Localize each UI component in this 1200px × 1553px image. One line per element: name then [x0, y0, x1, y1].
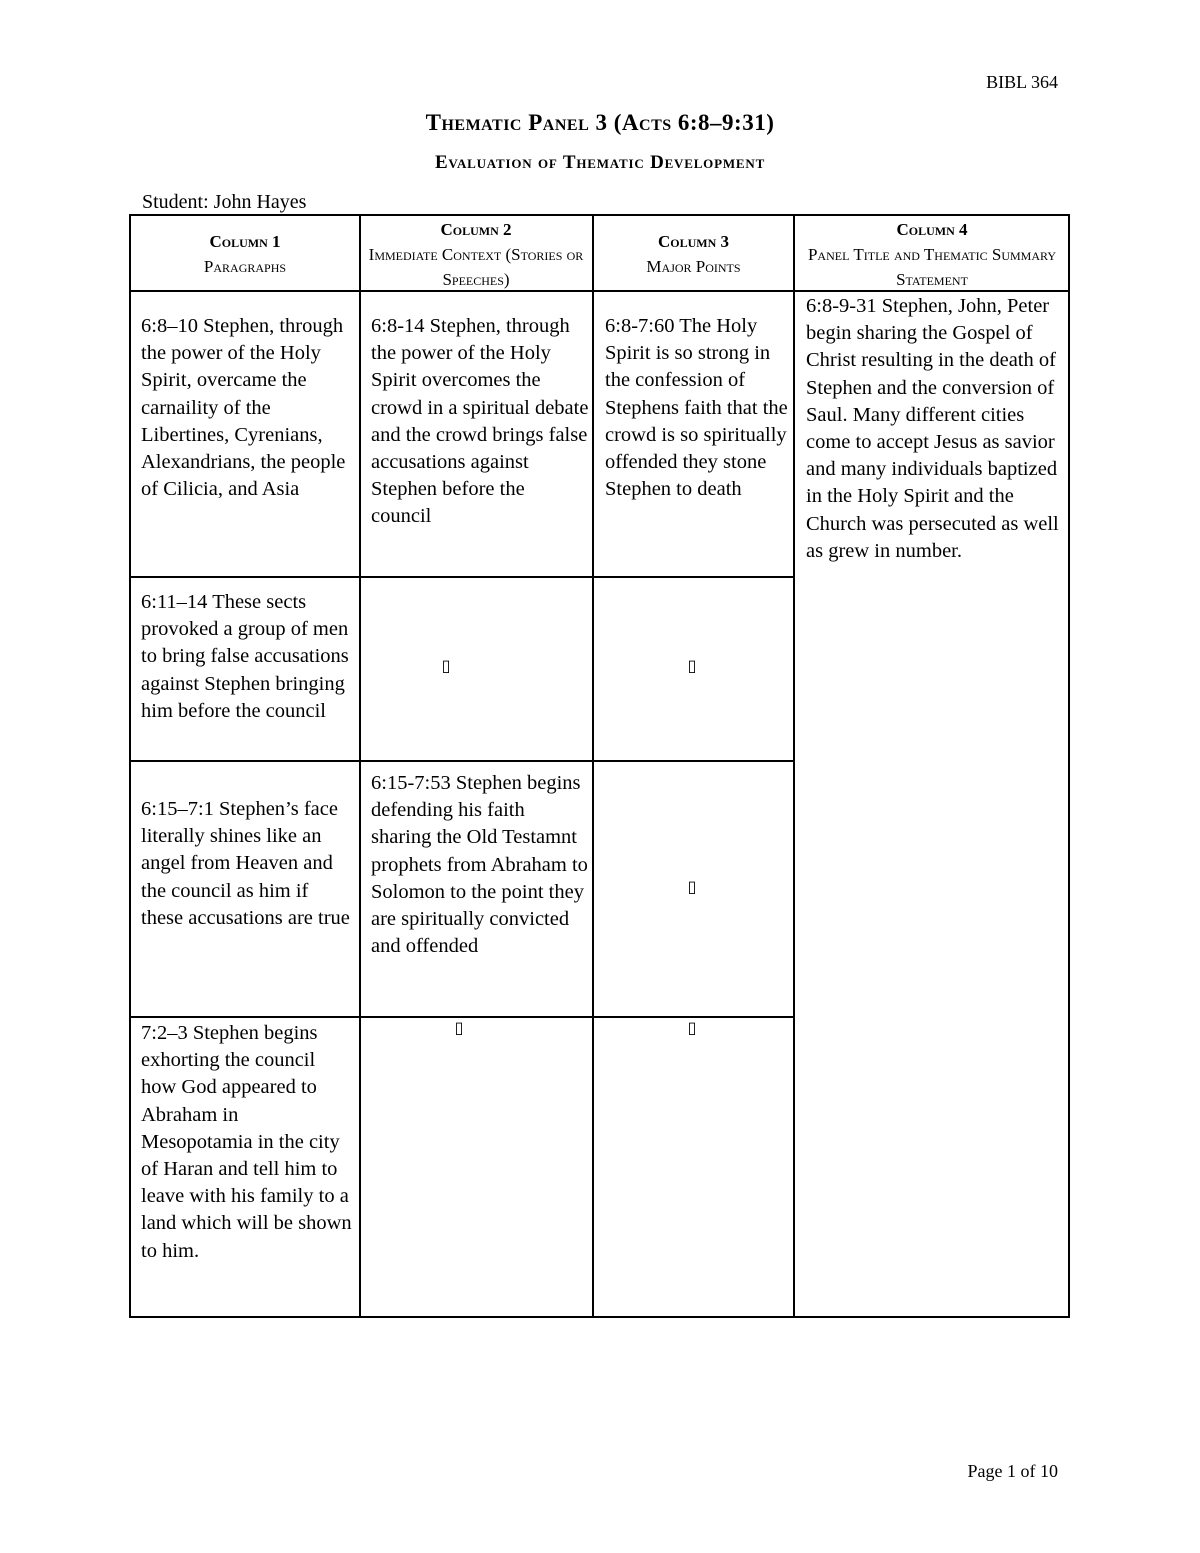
- column-4-title: Column 4: [896, 220, 968, 239]
- table-rule: [359, 214, 361, 1318]
- course-code: BIBL 364: [986, 72, 1058, 92]
- column-3-subtitle: Major Points: [646, 257, 741, 276]
- paragraph-cell: 6:8–10 Stephen, through the power of the Holy Spirit, overcame the carnaility of the Libertines, Cyrenians, Alexandrians, the people of Cilicia, and Asia: [141, 315, 346, 501]
- context-cell: 6:8-14 Stephen, through the power of the Holy Spirit overcomes the crowd in a spiritual debate and the crowd brings false accusations against Stephen before the council: [371, 315, 589, 528]
- table-rule: [592, 214, 594, 1318]
- table-rule: [129, 760, 795, 762]
- paragraph-cell: 7:2–3 Stephen begins exhorting the council how God appeared to Abraham in Mesopotamia in the city of Haran and tell him to leave with his family to a land which will be shown to him.: [141, 1022, 352, 1262]
- column-2-subtitle: Immediate Context (Stories or Speeches): [368, 245, 584, 289]
- table-rule: [129, 576, 795, 578]
- column-1-title: Column 1: [209, 232, 281, 251]
- context-cell: 6:15-7:53 Stephen begins defending his faith sharing the Old Testamnt prophets from Abraham to Solomon to the point they are spiritually convicted and offended: [371, 772, 588, 958]
- placeholder-icon: ▯: [687, 656, 697, 675]
- column-2-title: Column 2: [440, 220, 512, 239]
- page-subtitle: Evaluation of Thematic Development: [434, 152, 766, 173]
- column-3-header: [594, 229, 793, 279]
- column-4-header: [801, 217, 1063, 292]
- page-title: Thematic Panel 3 (Acts 6:8–9:31): [425, 110, 775, 135]
- placeholder-icon: ▯: [687, 877, 697, 896]
- paragraph-cell: 6:15–7:1 Stephen’s face literally shines like an angel from Heaven and the council as him if these accusations are true: [141, 798, 350, 929]
- table-rule: [793, 214, 795, 1318]
- column-4-subtitle: Panel Title and Thematic Summary Statement: [807, 245, 1057, 289]
- column-1-header: [131, 229, 359, 279]
- student-name: Student: John Hayes: [142, 191, 307, 213]
- summary-cell: 6:8-9-31 Stephen, John, Peter begin sharing the Gospel of Christ resulting in the death of Stephen and the conversion of Saul. Many different cities come to accept Jesus as savior and many individuals baptized in the Holy Spirit and the Church was persecuted as well as grew in number.: [806, 295, 1059, 562]
- paragraph-cell: 6:11–14 These sects provoked a group of men to bring false accusations against Stephen bringing him before the council: [141, 591, 349, 722]
- placeholder-icon: ▯: [687, 1018, 697, 1037]
- major-point-cell: 6:8-7:60 The Holy Spirit is so strong in the confession of Stephens faith that the crowd is so spiritually offended they stone Stephen to death: [605, 315, 788, 501]
- column-1-subtitle: Paragraphs: [203, 257, 287, 276]
- column-2-header: [368, 217, 584, 292]
- column-3-title: Column 3: [657, 232, 730, 251]
- placeholder-icon: ▯: [454, 1018, 464, 1037]
- page-number: Page 1 of 10: [967, 1461, 1058, 1481]
- placeholder-icon: ▯: [441, 656, 451, 675]
